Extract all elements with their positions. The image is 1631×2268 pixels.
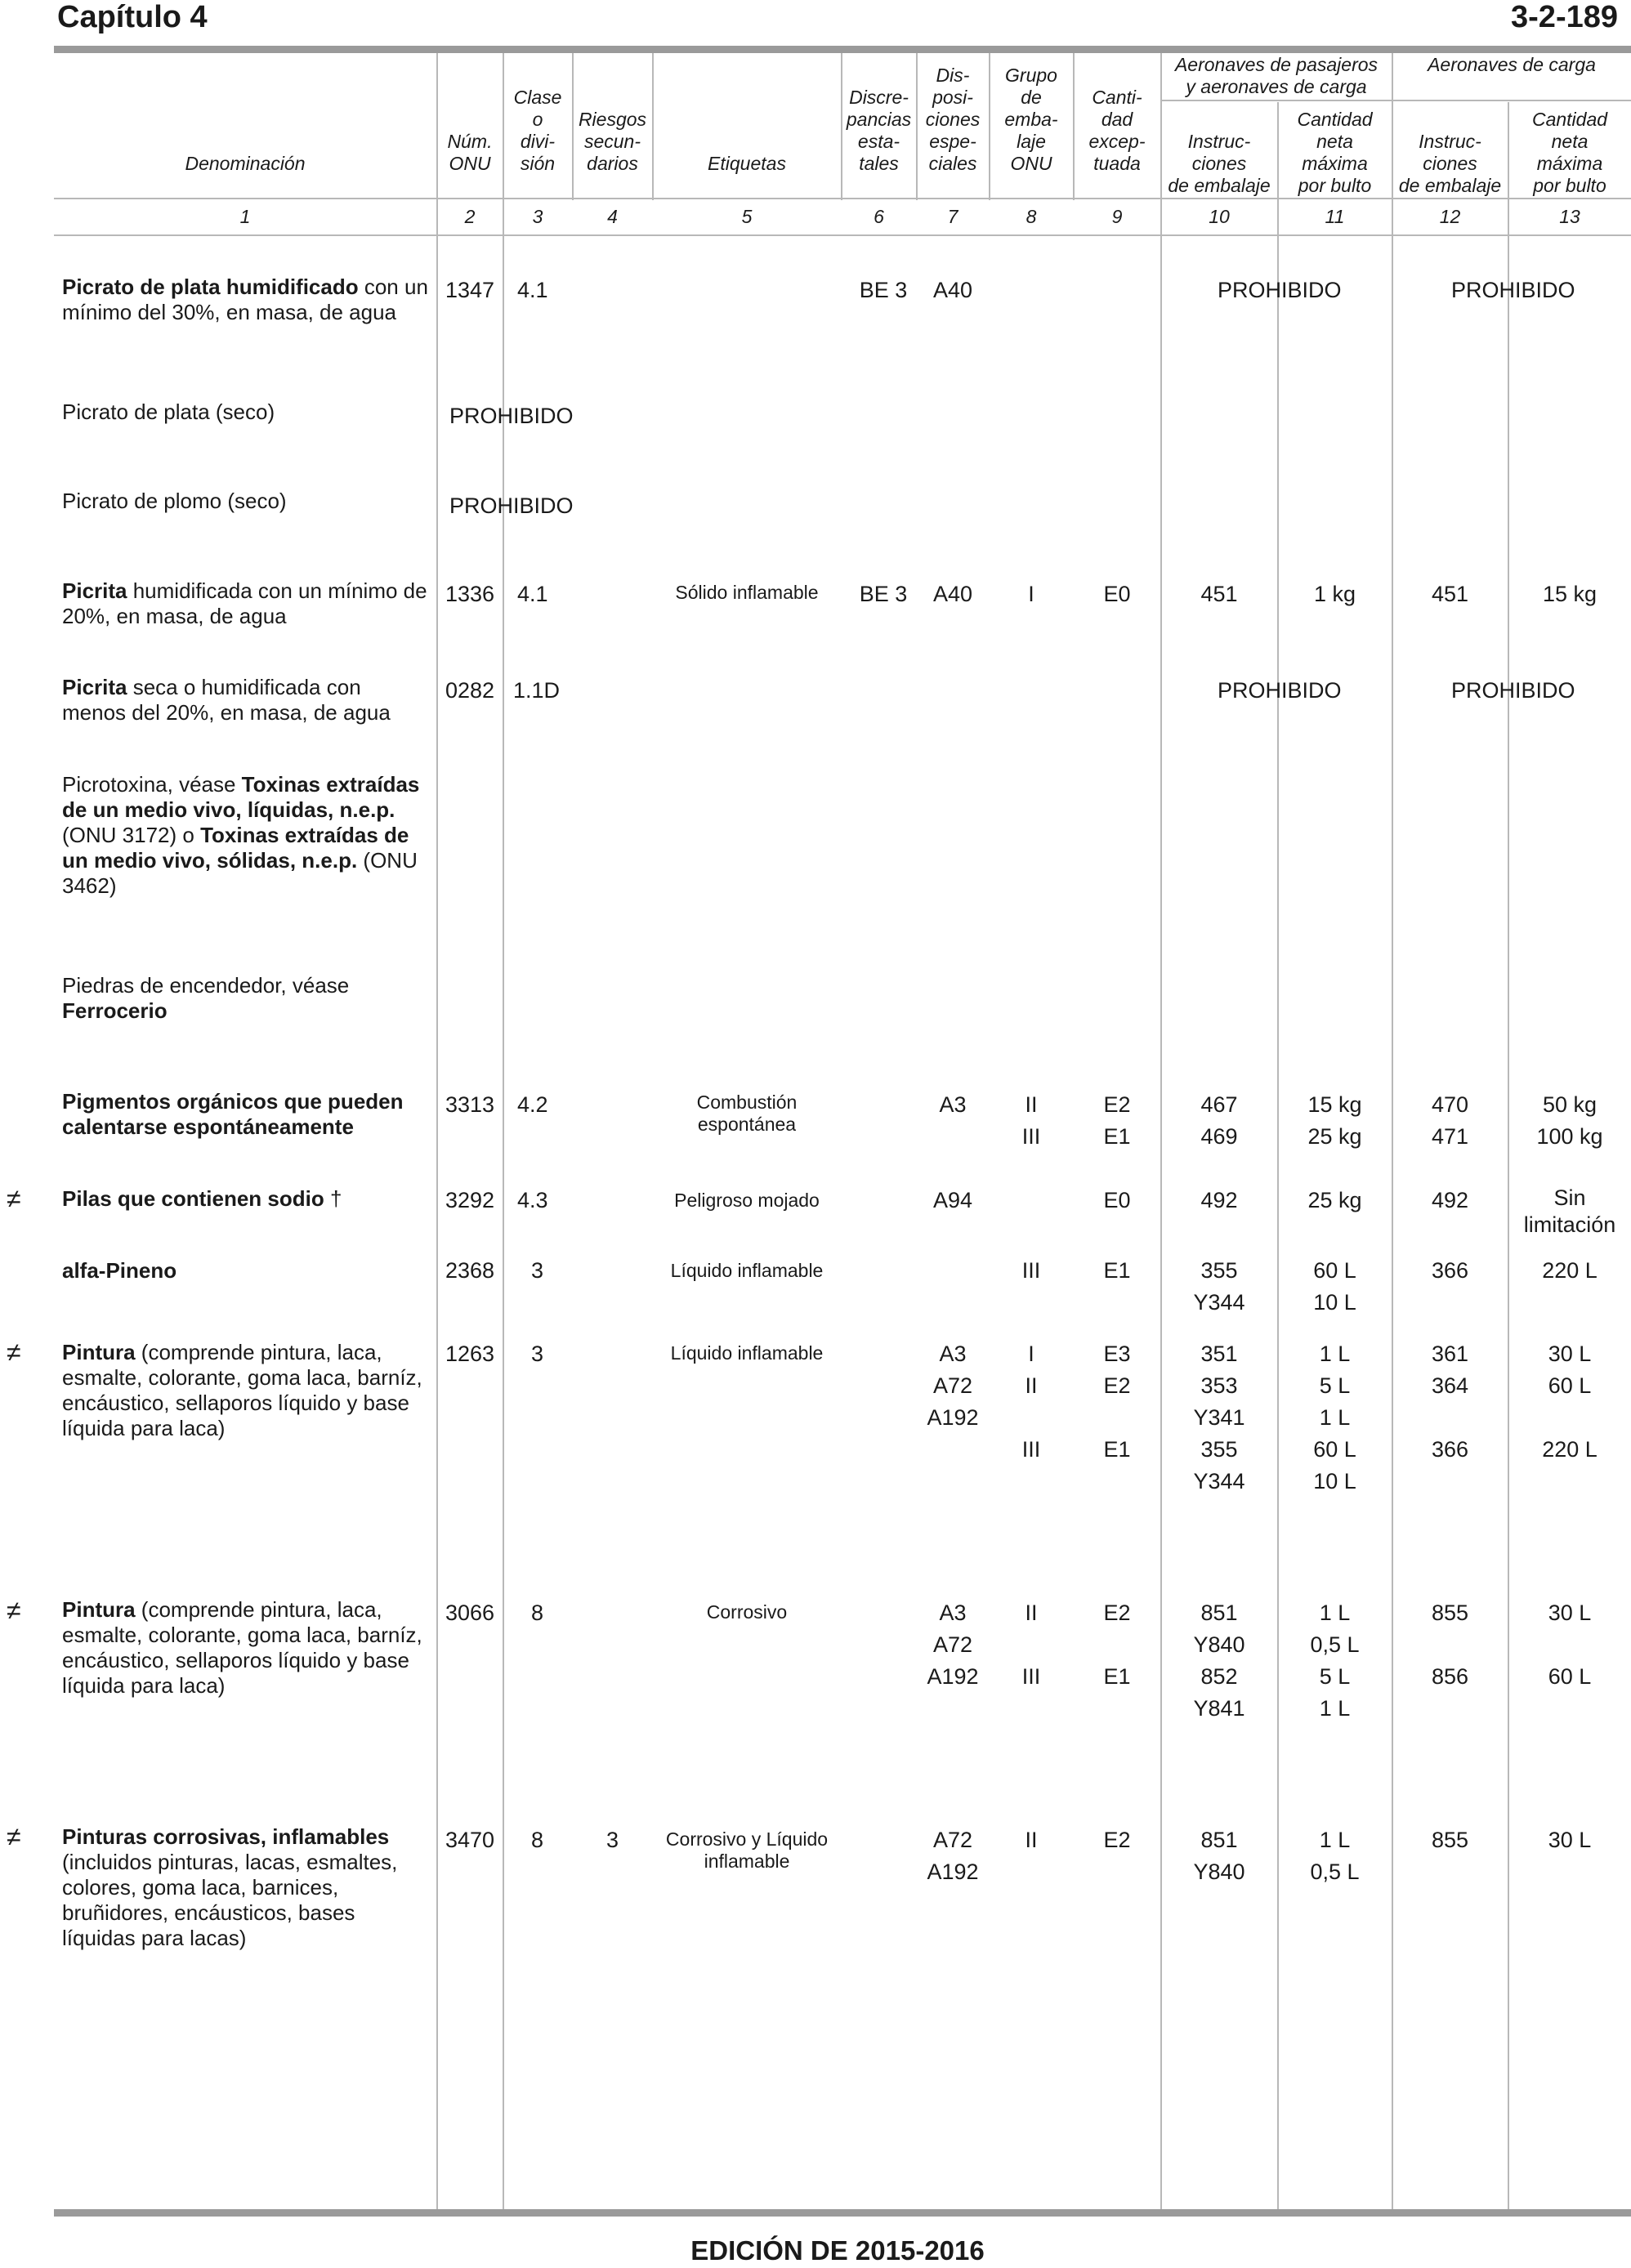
change-mark: ≠ [7, 1184, 21, 1213]
row-denomination: Picrita humidificada con un mínimo de 20%, en masa, de agua [62, 578, 427, 628]
row-denomination: Picrato de plomo (seco) [62, 489, 287, 513]
cell-cantidad-neta-pax: 25 kg [1307, 1188, 1362, 1212]
cell-cantidad-neta-cargo: 30 L 60 L 220 L [1542, 1342, 1597, 1462]
col-number: 4 [607, 206, 618, 227]
cell-cantidad-neta-cargo: 30 L [1548, 1828, 1592, 1852]
cell-riesgos: 3 [605, 1828, 619, 1852]
cell-onu: 1336 [445, 582, 495, 606]
cell-etiqueta: Líquido inflamable [670, 1342, 824, 1364]
cell-instrucciones-pax: 451 [1200, 582, 1238, 606]
col-number: 7 [947, 206, 958, 227]
col-number: 13 [1559, 206, 1580, 227]
cell-clase: 1.1D [513, 678, 561, 703]
col-carga-group: Aeronaves de carga [1428, 54, 1596, 75]
cell-clase: 3 [531, 1258, 544, 1283]
cell-cantidad-neta-cargo: 15 kg [1542, 582, 1597, 606]
cell-grupo: III [1021, 1258, 1041, 1283]
header-rule [54, 46, 1631, 53]
cell-instrucciones-pax: 851 Y840 852 Y841 [1193, 1601, 1245, 1721]
col-number: 5 [741, 206, 753, 227]
cell-clase: 8 [531, 1828, 544, 1852]
cell-prohibido-cargo: PROHIBIDO [1451, 278, 1575, 302]
row-denomination: Picrato de plata humidificado con un mínimo del 30%, en masa, de agua [62, 275, 428, 324]
cell-grupo: II III [1021, 1601, 1041, 1689]
cell-discrepancias: BE 3 [859, 278, 908, 302]
cell-cantidad-neta-pax: 60 L 10 L [1313, 1258, 1356, 1315]
col-number: 9 [1111, 206, 1123, 227]
cell-instrucciones-cargo: 855 [1431, 1828, 1469, 1852]
col-riesgos: Riesgos secun- darios [578, 109, 647, 174]
cell-cantidad-exceptuada: E2 E1 [1103, 1601, 1131, 1689]
cell-cantidad-neta-cargo: 30 L 60 L [1548, 1601, 1592, 1689]
row-denomination: alfa-Pineno [62, 1258, 177, 1283]
col-number: 8 [1026, 206, 1037, 227]
cell-cantidad-neta-pax: 1 L 0,5 L [1310, 1828, 1360, 1884]
col-cantidad-neta-cargo: Cantidad neta máxima por bulto [1531, 109, 1608, 196]
change-mark: ≠ [7, 1822, 21, 1851]
row-denomination: Pinturas corrosivas, inflamables (incluidos pinturas, lacas, esmaltes, colores, goma laca, barnices, bruñidores, encáusticos, bases líquidas para lacas) [62, 1824, 398, 1950]
cell-etiqueta: Sólido inflamable [675, 582, 819, 603]
row-denomination: Pilas que contienen sodio † [62, 1186, 342, 1211]
cell-cantidad-neta-pax: 15 kg 25 kg [1307, 1092, 1362, 1149]
cell-prohibido: PROHIBIDO [449, 404, 574, 428]
cell-instrucciones-cargo: 366 [1431, 1258, 1469, 1283]
cell-instrucciones-cargo: 361 364 366 [1431, 1342, 1469, 1462]
page-number: 3-2-189 [1511, 0, 1618, 34]
cell-disposiciones: A40 [932, 278, 973, 302]
cell-prohibido-pax: PROHIBIDO [1218, 678, 1342, 703]
cell-cantidad-neta-cargo: Sin limitación [1523, 1185, 1616, 1237]
cell-grupo: II III [1021, 1092, 1041, 1149]
col-number: 3 [532, 206, 543, 227]
footer-rule [54, 2209, 1631, 2217]
cell-clase: 4.3 [517, 1188, 548, 1212]
cell-cantidad-exceptuada: E3 E2 E1 [1103, 1342, 1131, 1462]
cell-instrucciones-pax: 355 Y344 [1193, 1258, 1245, 1315]
cell-cantidad-neta-pax: 1 L 0,5 L 5 L 1 L [1310, 1601, 1360, 1721]
cell-disposiciones: A3 A72 A192 [927, 1342, 979, 1430]
change-mark: ≠ [7, 1337, 21, 1367]
cell-instrucciones-pax: 467 469 [1200, 1092, 1238, 1149]
cell-cantidad-neta-pax: 1 kg [1313, 582, 1356, 606]
row-denomination: Picrato de plata (seco) [62, 400, 275, 424]
cell-disposiciones: A72 A192 [927, 1828, 979, 1884]
col-cantidad-exceptuada: Canti- dad excep- tuada [1088, 87, 1146, 174]
cell-cantidad-neta-cargo: 50 kg 100 kg [1536, 1092, 1603, 1149]
cell-onu: 3292 [445, 1188, 495, 1212]
col-disposiciones: Dis- posi- ciones espe- ciales [925, 65, 981, 174]
cell-prohibido-pax: PROHIBIDO [1218, 278, 1342, 302]
cell-clase: 8 [531, 1601, 544, 1625]
cell-clase: 4.1 [517, 582, 548, 606]
cell-instrucciones-cargo: 855 856 [1431, 1601, 1469, 1689]
cell-clase: 3 [531, 1342, 544, 1366]
cell-prohibido: PROHIBIDO [449, 493, 574, 518]
cell-onu: 3470 [445, 1828, 495, 1852]
col-number: 12 [1439, 206, 1461, 227]
cell-disposiciones: A40 [932, 582, 973, 606]
col-number: 11 [1325, 206, 1345, 227]
cell-instrucciones-cargo: 470 471 [1431, 1092, 1469, 1149]
cell-disposiciones: A3 A72 A192 [927, 1601, 979, 1689]
cell-etiqueta: Peligroso mojado [674, 1190, 820, 1211]
cell-instrucciones-pax: 351 353 Y341 355 Y344 [1193, 1342, 1245, 1493]
col-discrepancias: Discre- pancias esta- tales [846, 87, 912, 174]
cell-onu: 3313 [445, 1092, 495, 1117]
change-mark: ≠ [7, 1596, 21, 1625]
cell-cantidad-exceptuada: E0 [1103, 1188, 1131, 1212]
cell-grupo: II [1025, 1828, 1038, 1852]
cell-etiqueta: Combustión espontánea [696, 1092, 798, 1135]
cell-onu: 0282 [445, 678, 495, 703]
cell-etiqueta: Corrosivo y Líquido inflamable [665, 1828, 829, 1872]
col-etiquetas: Etiquetas [708, 153, 786, 174]
col-clase: Clase o divi- sión [513, 87, 562, 174]
row-denomination: Picrotoxina, véase Toxinas extraídas de un medio vivo, líquidas, n.e.p. (ONU 3172) o Toxinas extraídas de un medio vivo, sólidas, n.e.p. (ONU 3462) [62, 772, 420, 898]
cell-cantidad-exceptuada: E2 E1 [1103, 1092, 1131, 1149]
cell-cantidad-exceptuada: E1 [1103, 1258, 1131, 1283]
col-denominacion: Denominación [185, 153, 306, 174]
cell-instrucciones-cargo: 492 [1431, 1188, 1469, 1212]
col-number: 10 [1209, 206, 1230, 227]
cell-disposiciones: A94 [932, 1188, 973, 1212]
cell-prohibido-cargo: PROHIBIDO [1451, 678, 1575, 703]
cell-grupo: I [1028, 582, 1034, 606]
chapter-title: Capítulo 4 [57, 0, 208, 34]
cell-cantidad-exceptuada: E2 [1103, 1828, 1131, 1852]
cell-instrucciones-pax: 851 Y840 [1193, 1828, 1245, 1884]
row-denomination: Piedras de encendedor, véase Ferrocerio [62, 973, 350, 1023]
col-cantidad-neta-pax: Cantidad neta máxima por bulto [1297, 109, 1373, 196]
col-number: 1 [239, 206, 251, 227]
col-pasajeros-group: Aeronaves de pasajeros y aeronaves de carga [1174, 54, 1379, 97]
cell-etiqueta: Líquido inflamable [670, 1260, 824, 1281]
cell-cantidad-neta-cargo: 220 L [1542, 1258, 1597, 1283]
col-instrucciones-pax: Instruc- ciones de embalaje [1168, 131, 1271, 196]
cell-clase: 4.2 [517, 1092, 548, 1117]
col-grupo: Grupo de emba- laje ONU [1004, 65, 1058, 174]
cell-clase: 4.1 [517, 278, 548, 302]
cell-etiqueta: Corrosivo [706, 1601, 788, 1623]
cell-instrucciones-cargo: 451 [1431, 582, 1469, 606]
col-num-onu: Núm. ONU [447, 131, 493, 174]
cell-onu: 2368 [445, 1258, 495, 1283]
cell-cantidad-exceptuada: E0 [1103, 582, 1131, 606]
cell-onu: 1263 [445, 1342, 495, 1366]
row-denomination: Pintura (comprende pintura, laca, esmalte, colorante, goma laca, barníz, encáustico, sellaporos líquido y base líquida para laca) [62, 1340, 422, 1440]
row-denomination: Pintura (comprende pintura, laca, esmalte, colorante, goma laca, barníz, encáustico, sellaporos líquido y base líquida para laca) [62, 1597, 422, 1698]
cell-onu: 1347 [445, 278, 495, 302]
cell-grupo: I II III [1021, 1342, 1041, 1462]
col-number: 2 [464, 206, 476, 227]
cell-discrepancias: BE 3 [859, 582, 908, 606]
cell-onu: 3066 [445, 1601, 495, 1625]
cell-cantidad-neta-pax: 1 L 5 L 1 L 60 L 10 L [1313, 1342, 1356, 1493]
row-denomination: Picrita seca o humidificada con menos del 20%, en masa, de agua [62, 675, 391, 725]
col-instrucciones-cargo: Instruc- ciones de embalaje [1398, 131, 1502, 196]
col-number: 6 [874, 206, 884, 227]
cell-disposiciones: A3 [939, 1092, 967, 1117]
edition-footer: EDICIÓN DE 2015-2016 [690, 2235, 985, 2266]
cell-instrucciones-pax: 492 [1200, 1188, 1238, 1212]
row-denomination: Pigmentos orgánicos que pueden calentarse espontáneamente [62, 1089, 404, 1139]
